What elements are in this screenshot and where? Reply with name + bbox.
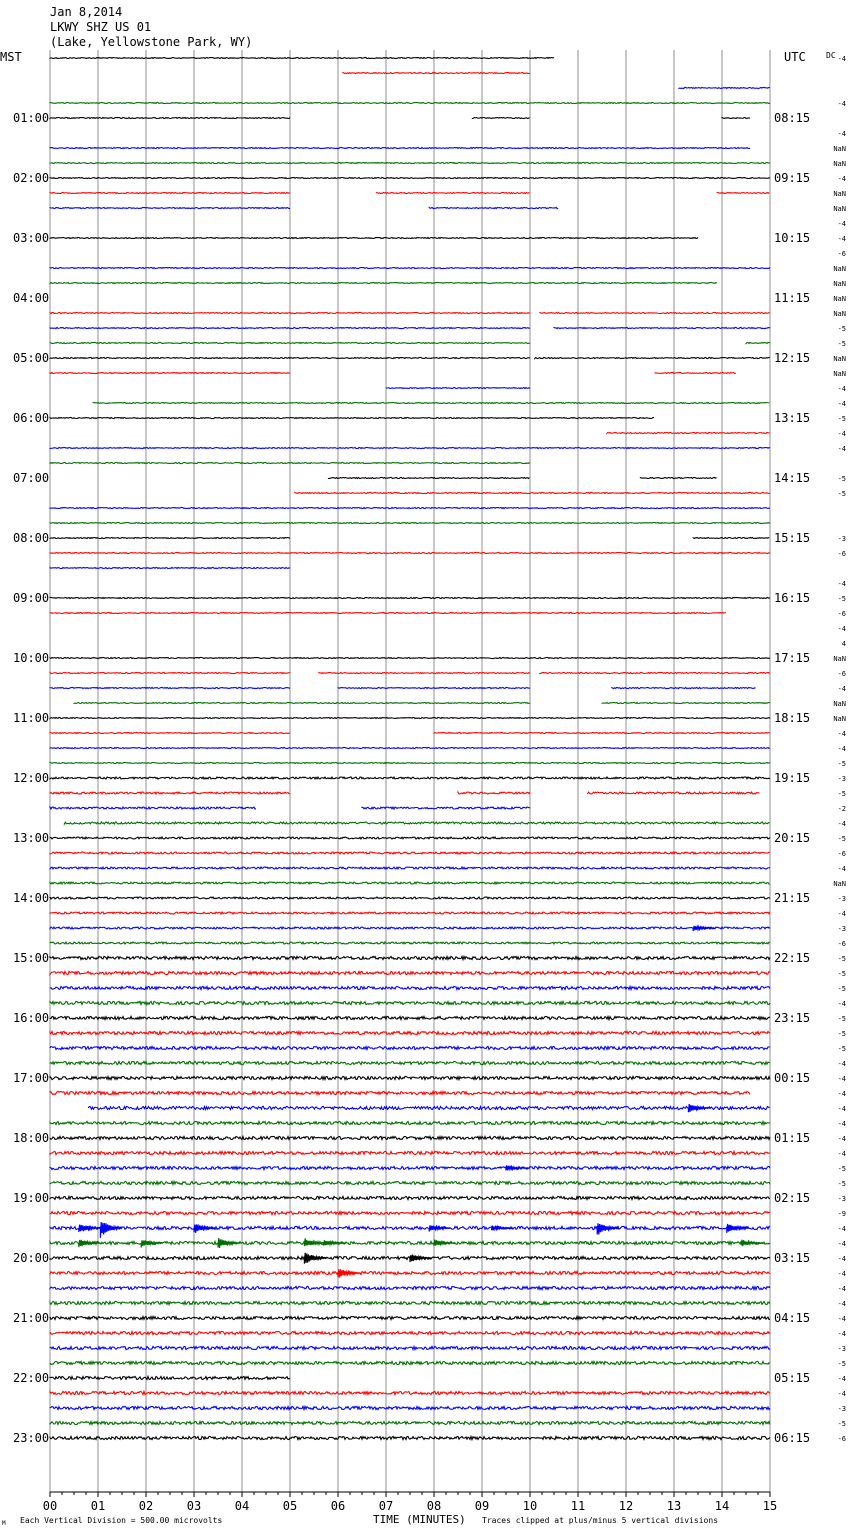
hour-label-utc: 05:15 [774, 1371, 811, 1385]
dc-offset: -4 [837, 1105, 846, 1113]
dc-label: DC [826, 51, 836, 60]
dc-offset: -5 [837, 1015, 846, 1023]
corner-mark: M [2, 1520, 6, 1527]
dc-offset: -4 [837, 1330, 846, 1338]
hour-label-mst: 08:00 [13, 531, 50, 545]
x-tick-label: 09 [474, 1499, 490, 1513]
dc-offset: -6 [837, 850, 846, 858]
dc-offset: -4 [837, 625, 846, 633]
dc-offset: -9 [837, 1210, 846, 1218]
dc-offset: -3 [837, 1345, 846, 1353]
dc-offset: NaN [833, 205, 846, 213]
dc-offset: NaN [833, 160, 846, 168]
hour-label-mst: 11:00 [13, 711, 50, 725]
dc-offset: -5 [837, 955, 846, 963]
dc-offset: -5 [837, 340, 846, 348]
dc-offset: -4 [837, 865, 846, 873]
hour-label-mst: 03:00 [13, 231, 50, 245]
dc-offset: NaN [833, 310, 846, 318]
hour-label-mst: 19:00 [13, 1191, 50, 1205]
x-tick-label: 01 [90, 1499, 106, 1513]
dc-offset: -5 [837, 1165, 846, 1173]
dc-offset: -4 [837, 820, 846, 828]
header-location: (Lake, Yellowstone Park, WY) [50, 35, 253, 49]
hour-label-utc: 09:15 [774, 171, 811, 185]
dc-offset: -4 [837, 1240, 846, 1248]
dc-offset: NaN [833, 700, 846, 708]
dc-offset: NaN [833, 190, 846, 198]
x-tick-label: 05 [282, 1499, 298, 1513]
dc-offset: NaN [833, 655, 846, 663]
dc-offset: -4 [837, 235, 846, 243]
hour-label-utc: 15:15 [774, 531, 811, 545]
dc-offset: NaN [833, 715, 846, 723]
x-tick-label: 07 [378, 1499, 394, 1513]
dc-offset: NaN [833, 265, 846, 273]
dc-offset: -4 [837, 1255, 846, 1263]
hour-label-mst: 07:00 [13, 471, 50, 485]
dc-offset: -5 [837, 1045, 846, 1053]
hour-label-utc: 10:15 [774, 231, 811, 245]
dc-offset: -4 [837, 400, 846, 408]
dc-offset: NaN [833, 295, 846, 303]
hour-label-utc: 13:15 [774, 411, 811, 425]
hour-label-utc: 22:15 [774, 951, 811, 965]
dc-offset: -5 [837, 790, 846, 798]
dc-offset: -4 [837, 1150, 846, 1158]
trace-segment [540, 312, 770, 313]
x-tick-label: 14 [714, 1499, 730, 1513]
dc-offset: -5 [837, 1030, 846, 1038]
dc-offset: -5 [837, 760, 846, 768]
hour-label-utc: 23:15 [774, 1011, 811, 1025]
header-station: LKWY SHZ US 01 [50, 20, 152, 34]
trace-segment [338, 687, 530, 688]
hour-label-mst: 17:00 [13, 1071, 50, 1085]
hour-label-utc: 03:15 [774, 1251, 811, 1265]
dc-offset: -5 [837, 1360, 846, 1368]
dc-offset: -3 [837, 895, 846, 903]
hour-label-mst: 13:00 [13, 831, 50, 845]
x-tick-label: 00 [42, 1499, 58, 1513]
dc-offset: -4 [837, 1000, 846, 1008]
dc-offset: -6 [837, 670, 846, 678]
hour-label-utc: 04:15 [774, 1311, 811, 1325]
hour-label-mst: 04:00 [13, 291, 50, 305]
x-tick-label: 02 [138, 1499, 154, 1513]
dc-offset: NaN [833, 145, 846, 153]
hour-label-mst: 09:00 [13, 591, 50, 605]
dc-offset: -4 [837, 1120, 846, 1128]
dc-offset: -4 [837, 220, 846, 228]
hour-label-utc: 17:15 [774, 651, 811, 665]
x-axis-title: TIME (MINUTES) [373, 1513, 466, 1526]
header-date: Jan 8,2014 [50, 5, 123, 19]
dc-offset: -6 [837, 550, 846, 558]
dc-offset: -6 [837, 250, 846, 258]
x-tick-label: 11 [570, 1499, 586, 1513]
dc-offset: -4 [837, 1390, 846, 1398]
dc-offset: -3 [837, 1405, 846, 1413]
x-tick-label: 15 [762, 1499, 778, 1513]
hour-label-mst: 05:00 [13, 351, 50, 365]
dc-offset: -5 [837, 1180, 846, 1188]
dc-offset: -4 [837, 100, 846, 108]
dc-offset: -4 [837, 445, 846, 453]
dc-offset: -4 [837, 685, 846, 693]
dc-offset: -4 [837, 1300, 846, 1308]
hour-label-utc: 02:15 [774, 1191, 811, 1205]
hour-label-utc: 14:15 [774, 471, 811, 485]
hour-label-utc: 00:15 [774, 1071, 811, 1085]
hour-label-utc: 20:15 [774, 831, 811, 845]
dc-offset: -3 [837, 1195, 846, 1203]
clip-note: Traces clipped at plus/minus 5 vertical divisions [482, 1516, 719, 1525]
dc-offset: -4 [837, 910, 846, 918]
x-tick-label: 12 [618, 1499, 634, 1513]
dc-offset: -4 [837, 175, 846, 183]
dc-offset: -4 [837, 1135, 846, 1143]
dc-offset: -4 [837, 1090, 846, 1098]
hour-label-utc: 16:15 [774, 591, 811, 605]
dc-offset: -4 [837, 580, 846, 588]
dc-offset: -4 [837, 1285, 846, 1293]
dc-offset: -4 [837, 55, 846, 63]
dc-offset: -4 [837, 130, 846, 138]
x-tick-label: 06 [330, 1499, 346, 1513]
dc-offset: -4 [837, 1225, 846, 1233]
dc-offset: -6 [837, 610, 846, 618]
hour-label-mst: 18:00 [13, 1131, 50, 1145]
hour-label-mst: 02:00 [13, 171, 50, 185]
dc-offset: -5 [837, 415, 846, 423]
left-timezone-label: MST [0, 50, 22, 64]
hour-label-utc: 18:15 [774, 711, 811, 725]
dc-offset: -2 [837, 805, 846, 813]
dc-offset: -6 [837, 940, 846, 948]
dc-offset: -4 [837, 385, 846, 393]
hour-label-mst: 22:00 [13, 1371, 50, 1385]
dc-offset: NaN [833, 880, 846, 888]
dc-offset: -5 [837, 835, 846, 843]
hour-label-mst: 12:00 [13, 771, 50, 785]
trace-row [50, 57, 554, 58]
dc-offset: -5 [837, 970, 846, 978]
dc-offset: -6 [837, 1435, 846, 1443]
hour-label-utc: 06:15 [774, 1431, 811, 1445]
trace-segment [746, 342, 770, 343]
hour-label-mst: 21:00 [13, 1311, 50, 1325]
hour-label-utc: 12:15 [774, 351, 811, 365]
dc-offset: NaN [833, 280, 846, 288]
dc-offset: -4 [837, 1075, 846, 1083]
hour-label-mst: 15:00 [13, 951, 50, 965]
hour-label-mst: 01:00 [13, 111, 50, 125]
dc-offset: -5 [837, 490, 846, 498]
dc-offset: -4 [837, 1270, 846, 1278]
hour-label-mst: 20:00 [13, 1251, 50, 1265]
hour-label-utc: 08:15 [774, 111, 811, 125]
trace-segment [50, 57, 554, 58]
dc-offset: -3 [837, 925, 846, 933]
hour-label-mst: 10:00 [13, 651, 50, 665]
hour-label-mst: 23:00 [13, 1431, 50, 1445]
x-tick-label: 03 [186, 1499, 202, 1513]
dc-offset: -4 [837, 745, 846, 753]
dc-offset: -5 [837, 325, 846, 333]
x-tick-label: 10 [522, 1499, 538, 1513]
scale-note: Each Vertical Division = 500.00 microvolts [20, 1516, 223, 1525]
dc-offset: -3 [837, 535, 846, 543]
x-tick-label: 08 [426, 1499, 442, 1513]
dc-offset: -4 [837, 1375, 846, 1383]
hour-label-mst: 16:00 [13, 1011, 50, 1025]
trace-segment [319, 672, 530, 673]
x-tick-label: 13 [666, 1499, 682, 1513]
dc-offset: -5 [837, 595, 846, 603]
dc-offset: -4 [837, 1315, 846, 1323]
dc-offset: -4 [837, 1060, 846, 1068]
dc-offset: -4 [837, 430, 846, 438]
dc-offset: NaN [833, 370, 846, 378]
trace-segment [693, 537, 769, 538]
hour-label-utc: 19:15 [774, 771, 811, 785]
dc-offset: -5 [837, 985, 846, 993]
right-timezone-label: UTC [784, 50, 806, 64]
dc-offset: -5 [837, 475, 846, 483]
dc-offset: -5 [837, 1420, 846, 1428]
hour-label-mst: 06:00 [13, 411, 50, 425]
dc-offset: -4 [837, 730, 846, 738]
trace-row [50, 282, 717, 283]
hour-label-utc: 11:15 [774, 291, 811, 305]
dc-offset: 4 [841, 640, 846, 648]
hour-label-mst: 14:00 [13, 891, 50, 905]
dc-offset: NaN [833, 355, 846, 363]
x-tick-label: 04 [234, 1499, 250, 1513]
hour-label-utc: 21:15 [774, 891, 811, 905]
hour-label-utc: 01:15 [774, 1131, 811, 1145]
dc-offset: -3 [837, 775, 846, 783]
